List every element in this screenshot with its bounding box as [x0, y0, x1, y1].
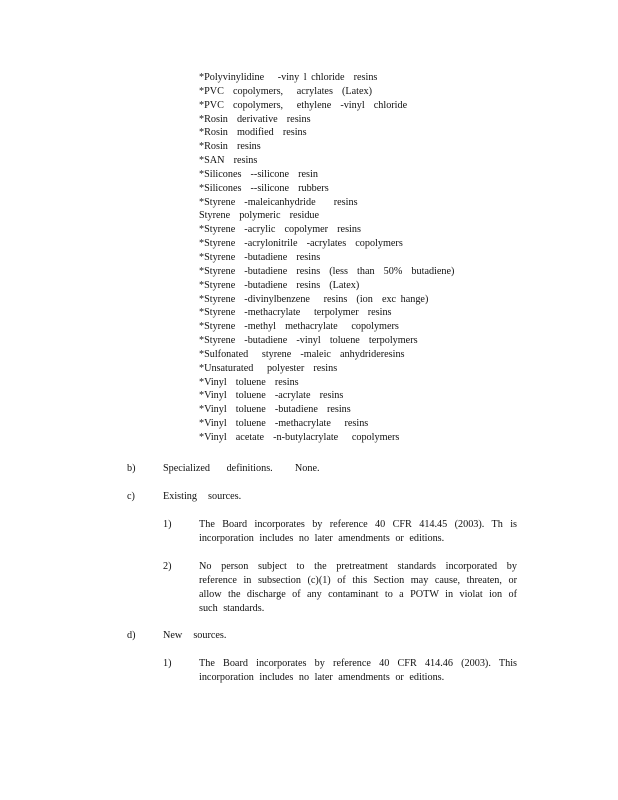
list-item: *Sulfonated styrene -maleic anhydrideresins	[199, 348, 405, 360]
list-item: *Vinyl toluene resins	[199, 376, 299, 388]
list-item: *Styrene -maleicanhydride resins	[199, 196, 358, 208]
list-item: *Silicones --silicone resin	[199, 168, 318, 180]
section-d-heading: New sources.	[163, 630, 227, 641]
section-d-item-1-label: 1)	[163, 658, 172, 669]
list-item: *Rosin resins	[199, 141, 261, 153]
list-item: *Styrene -butadiene resins (Latex)	[199, 279, 360, 291]
list-item: *Styrene -acrylonitrile -acrylates copolymers	[199, 238, 403, 250]
list-item: *Styrene -butadiene -vinyl toluene terpolymers	[199, 335, 418, 347]
list-item: *Rosin derivative resins	[199, 113, 311, 125]
section-c-item-1-label: 1)	[163, 519, 172, 530]
section-d-label: d)	[127, 630, 136, 641]
list-item: *Styrene -methyl methacrylate copolymers	[199, 321, 399, 333]
list-item: *Unsaturated polyester resins	[199, 362, 338, 374]
list-item: *Vinyl acetate -n-butylacrylate copolymers	[199, 431, 400, 443]
section-b-heading: Specialized definitions. None.	[163, 463, 320, 474]
resin-list	[199, 71, 454, 445]
section-c-item-1-text: The Board incorporates by reference 40 CFR 414.45 (2003). Th is incorporation includes no later amendments or editions.	[199, 519, 517, 544]
list-item: *Styrene -butadiene resins	[199, 251, 321, 263]
list-item: *Styrene -methacrylate terpolymer resins	[199, 307, 392, 319]
section-b-label: b)	[127, 463, 136, 474]
list-item: *Styrene -divinylbenzene resins (ion exc hange)	[199, 293, 429, 305]
list-item: *Vinyl toluene -butadiene resins	[199, 404, 351, 416]
section-c-item-2-text: No person subject to the pretreatment standards incorporated by reference in subsection (c)(1) of this Section may cause, threaten, or allow the discharge of any contaminant to a POTW in violat ion of such standards.	[199, 561, 517, 614]
list-item: *Rosin modified resins	[199, 127, 307, 139]
list-item: *Styrene -acrylic copolymer resins	[199, 224, 361, 236]
list-item: *PVC copolymers, ethylene -vinyl chloride	[199, 99, 408, 111]
section-d-item-1-text: The Board incorporates by reference 40 CFR 414.46 (2003). This incorporation includes no later amendments or editions.	[199, 658, 517, 683]
list-item: *Vinyl toluene -acrylate resins	[199, 390, 344, 402]
list-item: Styrene polymeric residue	[199, 210, 320, 222]
section-c-item-2-label: 2)	[163, 561, 172, 572]
list-item: *Styrene -butadiene resins (less than 50% butadiene)	[199, 265, 455, 277]
section-c-heading: Existing sources.	[163, 491, 242, 502]
list-item: *Polyvinylidine -viny l chloride resins	[199, 72, 378, 83]
list-item: *PVC copolymers, acrylates (Latex)	[199, 85, 372, 97]
list-item: *Vinyl toluene -methacrylate resins	[199, 418, 369, 430]
list-item: *Silicones --silicone rubbers	[199, 182, 329, 194]
section-c-label: c)	[127, 491, 135, 502]
list-item: *SAN resins	[199, 155, 258, 167]
